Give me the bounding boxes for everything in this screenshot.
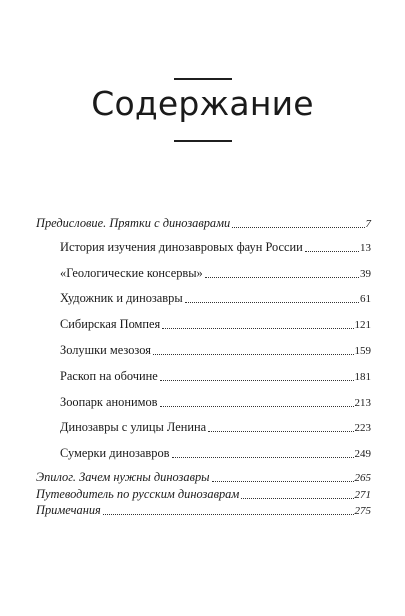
toc-entry-page-number: 121 [354,319,371,331]
toc-entry[interactable] [60,420,371,435]
toc-entry[interactable] [60,266,371,281]
toc-entry-title: Динозавры с улицы Ленина [60,420,207,434]
toc-entry-title: Путеводитель по русским динозаврам [36,487,240,501]
toc-entry[interactable] [36,487,371,502]
dot-leader [172,457,354,458]
toc-entry-page-number: 271 [354,489,371,501]
page-title: Содержание [91,84,314,123]
toc-entry-page-number: 39 [360,268,371,280]
toc-entry[interactable] [36,216,371,231]
dot-leader [241,498,353,499]
toc-entry-title: Предисловие. Прятки с динозаврами [36,216,231,230]
dot-leader [153,354,354,355]
dot-leader [160,380,354,381]
toc-entry-title: Раскоп на обочине [60,369,158,383]
toc-entry-title: Художник и динозавры [60,291,183,305]
toc-entry-page-number: 275 [354,505,371,517]
toc-entry-page-number: 249 [354,448,371,460]
toc-entry[interactable] [36,470,371,485]
dot-leader [160,406,354,407]
toc-entry-page-number: 265 [354,472,371,484]
toc-entry[interactable] [60,446,371,461]
toc-entry-page-number: 181 [354,371,371,383]
dot-leader [212,481,354,482]
toc-entry-page-number: 7 [365,218,371,230]
toc-entry-page-number: 213 [354,397,371,409]
dot-leader [205,277,359,278]
toc-entry[interactable] [60,343,371,358]
toc-entry[interactable] [60,317,371,332]
dot-leader [162,328,353,329]
toc-entry-page-number: 223 [354,422,371,434]
toc-entry-title: «Геологические консервы» [60,266,203,280]
toc-entry-title: История изучения динозавровых фаун России [60,240,303,254]
toc-entry-title: Сибирская Помпея [60,317,161,331]
toc-entry-page-number: 61 [360,293,371,305]
dot-leader [305,251,359,252]
toc-entry[interactable] [60,395,371,410]
toc-entry-title: Зоопарк анонимов [60,395,158,409]
toc-entry-page-number: 159 [354,345,371,357]
title-rule-top [174,78,232,80]
toc-entry-title: Сумерки динозавров [60,446,170,460]
toc-entry[interactable] [60,369,371,384]
toc-entry-title: Эпилог. Зачем нужны динозавры [36,470,210,484]
dot-leader [232,227,364,228]
toc-entry-title: Примечания [36,503,101,517]
dot-leader [185,302,359,303]
dot-leader [103,514,354,515]
toc-entry-page-number: 13 [360,242,371,254]
dot-leader [208,431,353,432]
toc-entry-title: Золушки мезозоя [60,343,151,357]
title-rule-bottom [174,140,232,142]
toc-entry[interactable] [60,291,371,306]
toc-entry[interactable] [36,503,371,518]
toc-entry[interactable] [60,240,371,255]
